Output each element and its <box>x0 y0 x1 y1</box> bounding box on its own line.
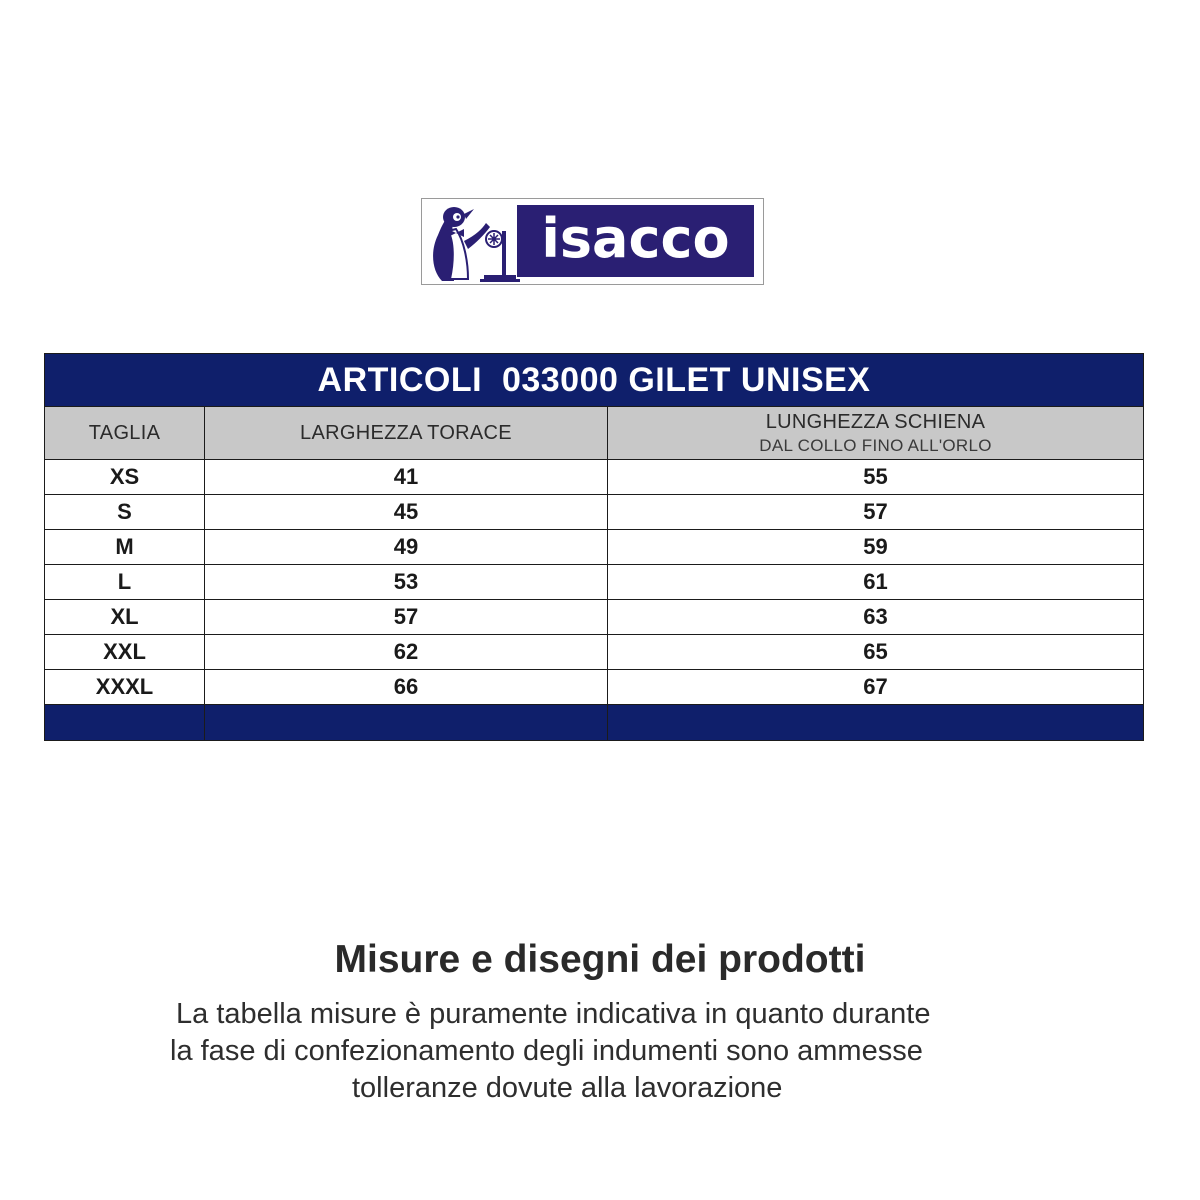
size-cell: XL <box>45 600 205 635</box>
back-cell: 59 <box>608 530 1144 565</box>
caption-line: tolleranze dovute alla lavorazione <box>352 1072 783 1104</box>
chest-cell: 62 <box>205 635 608 670</box>
header-chest-width: LARGHEZZA TORACE <box>205 407 608 460</box>
table-row <box>45 460 1144 495</box>
table-header-row <box>45 407 1144 460</box>
footer-cell <box>205 705 608 741</box>
size-cell: M <box>45 530 205 565</box>
back-cell: 57 <box>608 495 1144 530</box>
table-row <box>45 565 1144 600</box>
table-row <box>45 495 1144 530</box>
table-row <box>45 530 1144 565</box>
table-title-row <box>45 354 1144 407</box>
footer-cell <box>608 705 1144 741</box>
size-cell: L <box>45 565 205 600</box>
caption-title: Misure e disegni dei prodotti <box>334 938 866 981</box>
size-cell: XS <box>45 460 205 495</box>
back-cell: 61 <box>608 565 1144 600</box>
size-chart-table <box>44 353 1144 741</box>
table-title: ARTICOLI 033000 GILET UNISEX <box>45 354 1144 407</box>
header-back-length-note: DAL COLLO FINO ALL'ORLO <box>759 435 992 455</box>
back-cell: 63 <box>608 600 1144 635</box>
logo-wordmark: isacco <box>541 207 730 270</box>
size-cell: XXXL <box>45 670 205 705</box>
size-cell: S <box>45 495 205 530</box>
chest-cell: 41 <box>205 460 608 495</box>
back-cell: 65 <box>608 635 1144 670</box>
penguin-chef-mascot-icon <box>424 201 520 283</box>
table-footer-row <box>45 705 1144 741</box>
chest-cell: 57 <box>205 600 608 635</box>
footer-cell <box>45 705 205 741</box>
header-back-length <box>608 407 1144 460</box>
table-row <box>45 670 1144 705</box>
chest-cell: 45 <box>205 495 608 530</box>
table-row <box>45 600 1144 635</box>
chest-cell: 66 <box>205 670 608 705</box>
brand-logo <box>421 198 764 285</box>
chest-cell: 53 <box>205 565 608 600</box>
back-cell: 67 <box>608 670 1144 705</box>
header-back-length-label: LUNGHEZZA SCHIENA <box>765 410 986 433</box>
logo-wordmark-box <box>517 205 754 277</box>
caption-line: La tabella misure è puramente indicativa in quanto durante <box>176 998 931 1030</box>
table-row <box>45 635 1144 670</box>
size-cell: XXL <box>45 635 205 670</box>
header-size: TAGLIA <box>45 407 205 460</box>
caption-line: la fase di confezionamento degli indumenti sono ammesse <box>170 1035 923 1067</box>
back-cell: 55 <box>608 460 1144 495</box>
chest-cell: 49 <box>205 530 608 565</box>
